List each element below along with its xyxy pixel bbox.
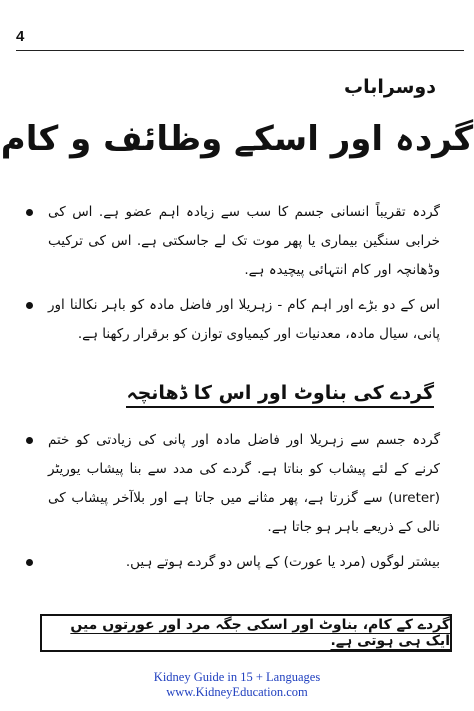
list-item: [22, 198, 440, 285]
bullet-icon: [26, 437, 33, 444]
list-item-text: گردہ تقریباً انسانی جسم کا سب سے زیادہ اہم عضو ہے. اس کی خرابی سنگین بیماری یا پھر موت تک لے جاسکتی ہے. اس کی ترکیب وڈھانچہ اور کام انتہائی پیچیدہ ہے.: [48, 204, 440, 278]
footer-website-link[interactable]: www.KidneyEducation.com: [166, 685, 308, 699]
section-heading: گردے کی بناوٹ اور اس کا ڈھانچہ: [126, 382, 434, 408]
chapter-title: گردہ اور اسکے وظائف و کام: [0, 119, 474, 159]
page-number: 4: [16, 28, 25, 45]
list-item: [22, 291, 440, 349]
callout-box: گردے کے کام، بناوٹ اور اسکی جگہ مرد اور عورتوں میں ایک ہی ہوتی ہے.: [40, 614, 452, 652]
bullet-icon: [26, 209, 33, 216]
header-rule: [16, 50, 464, 51]
bullet-icon: [26, 302, 33, 309]
chapter-label: دوسراباب: [344, 76, 436, 98]
list-item-text: گردہ جسم سے زہریلا اور فاضل مادہ اور پانی کی زیادتی کو ختم کرنے کے لئے پیشاب کو بناتا ہے. گردے کی مدد سے بنا پیشاب یوریٹر (ureter) سے گزرتا ہے، پھر مثانے میں جاتا ہے اور بلاآخر پیشاب کی نالی کے ذریعے باہر ہو جاتا ہے.: [48, 432, 440, 535]
list-item-text: بیشتر لوگوں (مرد یا عورت) کے پاس دو گردے ہوتے ہیں.: [125, 554, 440, 570]
footer: [0, 670, 474, 700]
footer-title: Kidney Guide in 15 + Languages: [153, 670, 321, 684]
structure-bullet-list: [22, 426, 440, 583]
list-item-text: اس کے دو بڑے اور اہم کام - زہریلا اور فاضل مادہ کو باہر نکالنا اور پانی، سیال مادہ، معدنیات اور کیمیاوی توازن کو برقرار رکھنا ہے.: [48, 297, 440, 342]
bullet-icon: [26, 559, 33, 566]
list-item: [22, 548, 440, 577]
list-item: [22, 426, 440, 542]
intro-bullet-list: [22, 198, 440, 355]
